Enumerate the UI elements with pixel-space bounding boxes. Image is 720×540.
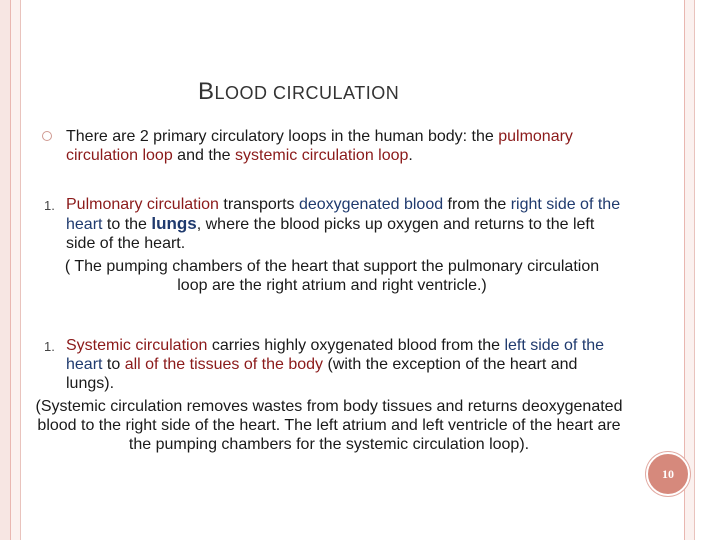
body-text: to the [102, 216, 152, 233]
intro-text: There are 2 primary circulatory loops in the human body: the [66, 128, 499, 145]
body-text: to [102, 356, 125, 373]
intro-text: . [408, 147, 413, 164]
page-number-badge: 10 [646, 452, 690, 496]
systemic-note: (Systemic circulation removes wastes from body tissues and returns deoxygenated blood to the right side of the heart. The left atrium and left ventricle of the heart are the pumping chambers for the systemic circulation loop). [35, 398, 623, 453]
right-frame-inner-band [685, 0, 694, 540]
body-text: carries highly oxygenated blood from the [207, 337, 505, 354]
left-frame-band [0, 0, 10, 540]
body-text: , where the blood picks up oxygen and returns to the left side of the heart. [66, 216, 595, 252]
systemic-paragraph [66, 336, 626, 393]
lungs-term: lungs [151, 214, 197, 233]
title-initial: B [198, 78, 215, 105]
right-margin [695, 0, 720, 540]
systemic-loop-term: systemic circulation loop [235, 147, 409, 164]
intro-paragraph [66, 127, 626, 165]
circle-bullet-icon [42, 131, 52, 141]
body-text: (with the exception of the heart and lungs). [66, 356, 578, 392]
pulmonary-circulation-term: Pulmonary circulation [66, 196, 219, 213]
left-frame-inner-rule [20, 0, 21, 540]
right-side-heart-term: right side of the heart [66, 196, 621, 233]
intro-text: and the [172, 147, 236, 164]
deoxygenated-blood-term: deoxygenated blood [298, 196, 444, 213]
left-frame-inner-band [11, 0, 20, 540]
pulmonary-note: ( The pumping chambers of the heart that support the pulmonary circulation loop are the right atrium and right ventricle.) [64, 258, 600, 294]
pulmonary-paragraph [66, 195, 626, 253]
slide-title [198, 78, 399, 106]
body-text: transports [218, 196, 299, 213]
pulmonary-loop-term: pulmonary circulation loop [66, 128, 573, 164]
title-rest: LOOD CIRCULATION [214, 83, 400, 103]
systemic-circulation-term: Systemic circulation [66, 337, 208, 354]
body-text: from the [443, 196, 511, 213]
item-number: 1. [44, 198, 55, 213]
body-tissues-term: all of the tissues of the body [124, 356, 324, 373]
item-number: 1. [44, 339, 55, 354]
left-side-heart-term: left side of the heart [66, 337, 605, 373]
